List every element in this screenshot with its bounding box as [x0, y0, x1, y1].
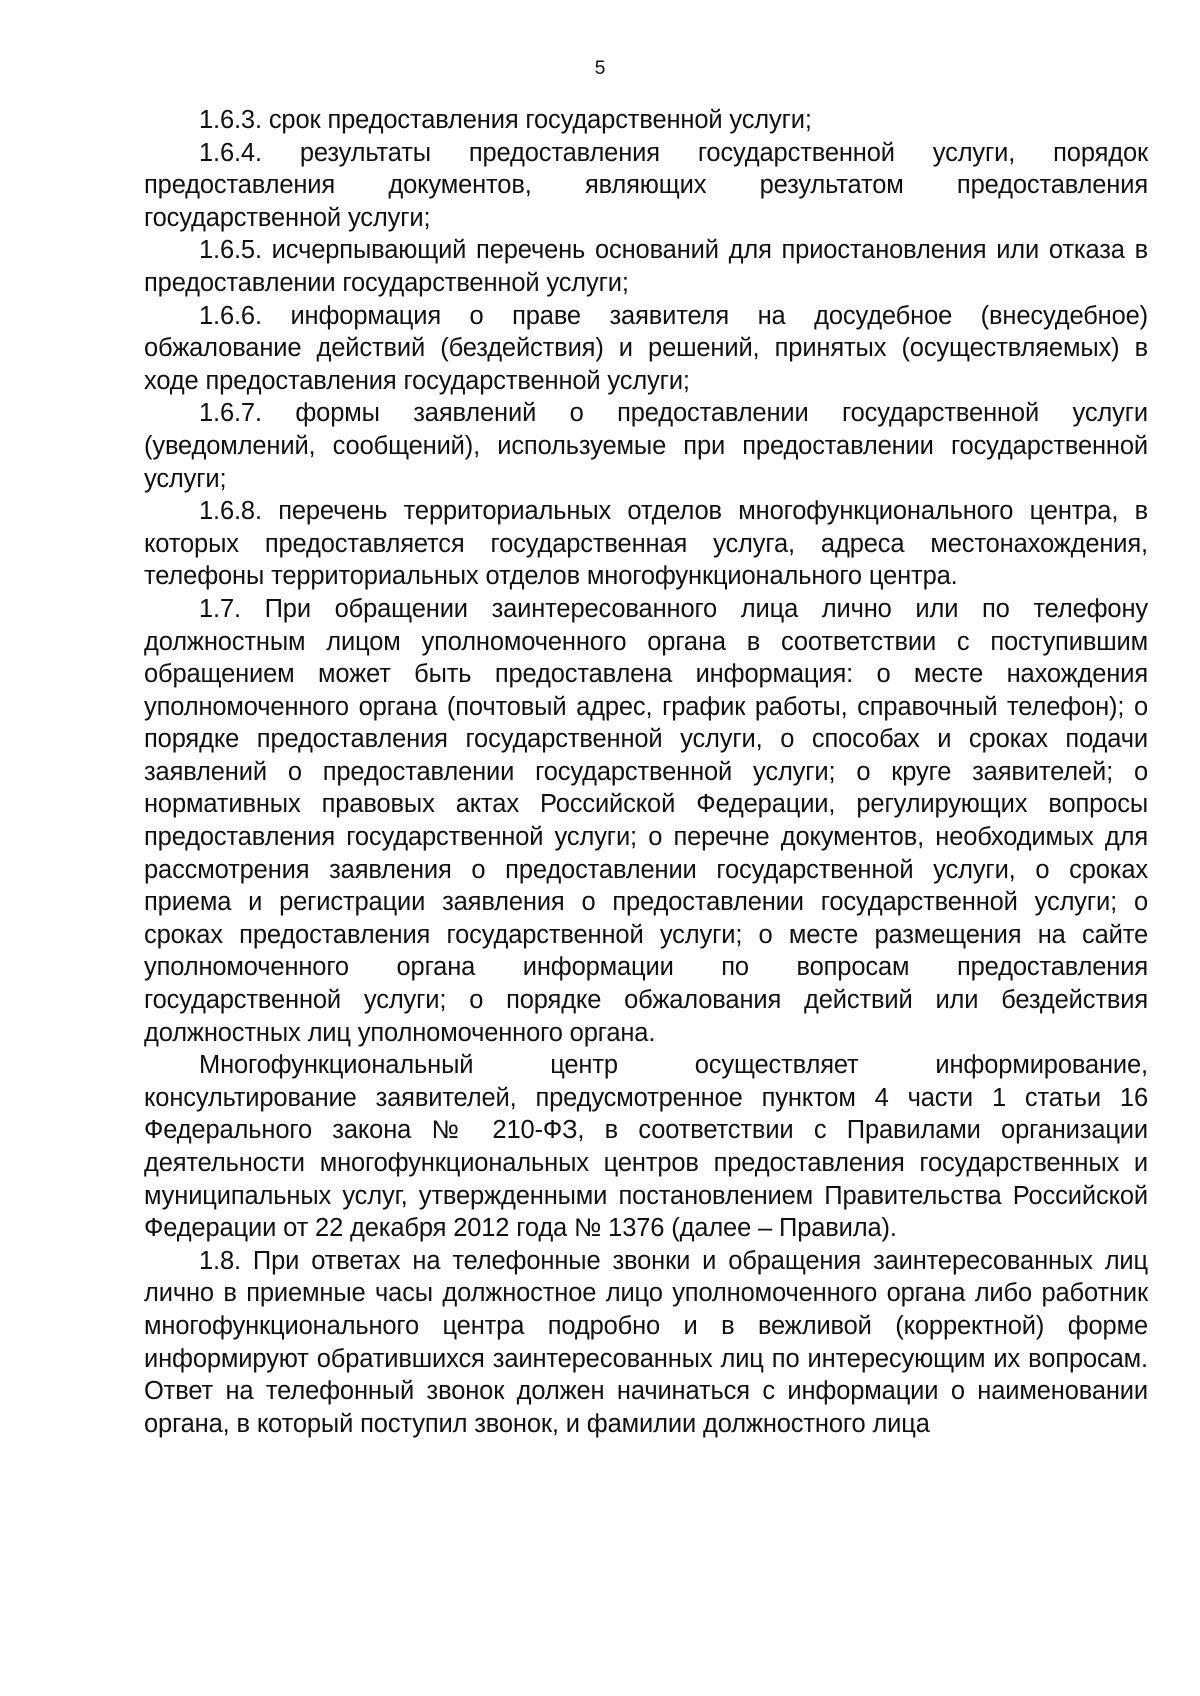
paragraph-1-6-8: 1.6.8. перечень территориальных отделов многофункционального центра, в которых предоставляется государственная услуга, адреса местонахождения, телефоны территориальных отделов многофункционального центра.: [144, 497, 1148, 591]
paragraph-1-6-5: 1.6.5. исчерпывающий перечень оснований для приостановления или отказа в предоставлении государственной услуги;: [144, 236, 1148, 297]
paragraph-1-7: 1.7. При обращении заинтересованного лица лично или по телефону должностным лицом уполномоченного органа в соответствии с поступившим обращением может быть предоставлена информация: о месте нахождения уполномоченного органа (почтовый адрес, график работы, справочный телефон); о порядке предоставления государственной услуги, о способах и сроках подачи заявлений о предоставлении государственной услуги; о круге заявителей; о нормативных правовых актах Российской Федерации, регулирующих вопросы предоставления государственной услуги; о перечне документов, необходимых для рассмотрения заявления о предоставлении государственной услуги, о сроках приема и регистрации заявления о предоставлении государственной услуги; о сроках предоставления государственной услуги; о месте размещения на сайте уполномоченного органа информации по вопросам предоставления государственной услуги; о порядке обжалования действий или бездействия должностных лиц уполномоченного органа.: [144, 594, 1148, 1047]
paragraph-1-6-3: 1.6.3. срок предоставления государственной услуги;: [199, 106, 812, 134]
paragraph-1-6-7: 1.6.7. формы заявлений о предоставлении государственной услуги (уведомлений, сообщений), используемые при предоставлении государственной услуги;: [144, 399, 1148, 493]
paragraph-1-6-6: 1.6.6. информация о праве заявителя на досудебное (внесудебное) обжалование действий (бездействия) и решений, принятых (осуществляемых) в ходе предоставления государственной услуги;: [144, 301, 1148, 395]
page-number: 5: [594, 58, 606, 79]
document-body: [144, 104, 1148, 1440]
paragraph-mfc-info: Многофункциональный центр осуществляет информирование, консультирование заявителей, предусмотренное пунктом 4 части 1 статьи 16 Федерального закона № 210-ФЗ, в соответствии с Правилами организации деятельности многофункциональных центров предоставления государственных и муниципальных услуг, утвержденными постановлением Правительства Российской Федерации от 22 декабря 2012 года № 1376 (далее – Правила).: [144, 1051, 1148, 1243]
paragraph-1-6-4: 1.6.4. результаты предоставления государственной услуги, порядок предоставления документов, являющих результатом предоставления государственной услуги;: [144, 138, 1148, 232]
paragraph-1-8: 1.8. При ответах на телефонные звонки и обращения заинтересованных лиц лично в приемные часы должностное лицо уполномоченного органа либо работник многофункционального центра подробно и в вежливой (корректной) форме информируют обратившихся заинтересованных лиц по интересующим их вопросам. Ответ на телефонный звонок должен начинаться с информации о наименовании органа, в который поступил звонок, и фамилии должностного лица: [144, 1246, 1148, 1438]
